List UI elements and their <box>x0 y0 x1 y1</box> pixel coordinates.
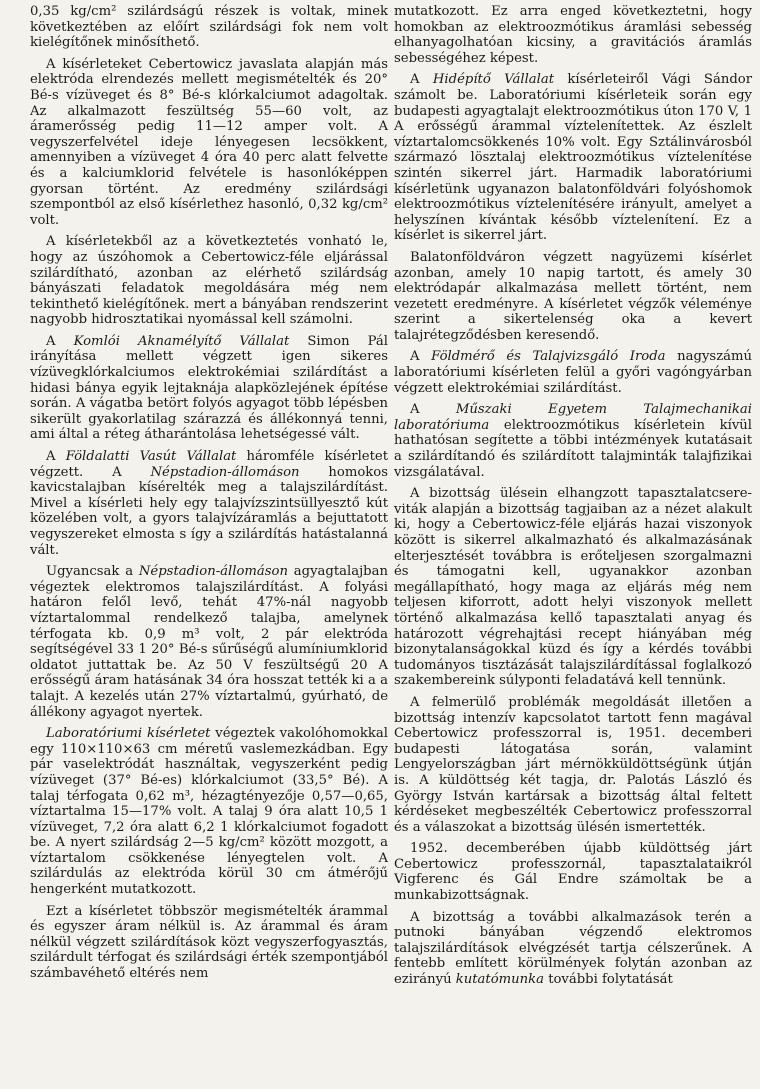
left-column <box>30 4 388 988</box>
paragraph <box>394 349 752 396</box>
paragraph: A kísérleteket Cebertowicz javaslata alapján más elektróda elrendezés mellett megismételték és 20° Bé-s vízüveget és 8° Bé-s klórkalciumot adagoltak. Az alkalmazott feszültség 55—60 volt, az áramerősség pedig 11—12 amper volt. A vegyszerfelvétel ideje lényegesen lecsökkent, amennyiben a vízüveget 4 óra 40 perc alatt felvette és a kalciumklorid felvétele is hasonlóképpen gyorsan történt. Az eredmény szilárdsági szempontból az első kísérlethez hasonló, 0,32 kg/cm² volt. <box>30 56 388 228</box>
text-run: A <box>46 449 66 465</box>
paragraph: A felmerülő problémák megoldását illetően a bizottság intenzív kapcsolatot tartott fenn magával Cebertowicz professzorral is, 1951. decemberi budapesti látogatása során, valamint Lengyelországban járt mérnökküldöttségünk útján is. A küldöttség két tagja, dr. Palotás László és György István kartársak a bizottság által feltett kérdéseket megbeszélték Cebertowicz professzorral és a válaszokat a bizottság ülésén ismertették. <box>394 694 752 835</box>
text-run: A bizottság a további alkalmazások terén a putnoki bányában végzendő elektromos talajszilárdítások elvégzését tartja célszerűnek. A fentebb említett körülmények folytán azonban az ezirányú <box>394 909 752 988</box>
organization-name: Műszaki Egyetem Talajmechanikai laboratóriuma <box>394 402 753 433</box>
paragraph: mutatkozott. Ez arra enged következtetni, hogy homokban az elektroozmótikus áramlási sebesség elhanyagolhatóan kicsiny, a gravitációs áramlás sebességéhez képest. <box>394 4 752 66</box>
paragraph: 1952. decemberében újabb küldöttség járt Cebertowicz professzornál, tapasztalataikról Vigferenc és Gál Endre számoltak be a munkabizottságnak. <box>394 841 752 904</box>
text-run: Ugyancsak a <box>46 564 139 580</box>
location-name: Népstadion-állomáson <box>150 464 300 480</box>
text-run: A <box>410 72 433 88</box>
text-run: végeztek vakolóhomokkal egy 110×110×63 cm méretű vaslemezkádban. Egy pár vaselektródát használtak, vegyszerként pedig vízüveget (37° Bé-es) klórkalciumot (33,5° Bé). A talaj térfogata 0,62 m³, hézagtényezője 0,57—0,65, víztartalma 15—17% volt. A talaj 9 óra alatt 10,5 1 vízüveget, 7,2 óra alatt 6,2 1 klórkalciumot fogadott be. A nyert szilárdság 2—5 kg/cm² között mozgott, a víztartalom csökkenése lényegtelen volt. A szilárdulás az elektróda körül 30 cm átmérőjű hengerként mutatkozott. <box>30 726 388 898</box>
organization-name: Hidépítő Vállalat <box>432 72 555 88</box>
text-run: további folytatását <box>544 972 673 988</box>
text-run: nagyszámú laboratóriumi kísérleten felül a győri vagóngyárban végzett elektrokémiai szilárdítást. <box>394 349 753 396</box>
text-run: agyagtalajban végeztek elektromos talajszilárdítást. A folyási határon felől levő, tehát 47%-nál nagyobb víztartalommal rendelkező talajba, amelynek térfogata kb. 0,9 m³ volt, 2 pár elektróda segítségével 33 1 20° Bé-s sűrűségű alumíniumklorid oldatot juttattak be. Az 50 V feszültségű 20 A erősségű áram hatásának 34 óra hosszat tették ki a a talajt. A kezelés után 27% víztartalmú, gyúrható, de állékony agyagot nyertek. <box>30 564 388 720</box>
text-run: homokos kavicstalajban kísérelték meg a talajszilárdítást. Mivel a kísérleti hely egy talajvízszintsüllyesztő kút közelében volt, a gyors talajvízáramlás a bejuttatott vegyszereket elmosta s így a szilárdítás hatástalanná vált. <box>30 464 388 558</box>
paragraph <box>30 334 388 443</box>
paragraph: Balatonföldváron végzett nagyüzemi kísérlet azonban, amely 10 napig tartott, és amely 30 elektródapár alkalmazása mellett történt, nem vezetett eredményre. A kísérletet végzők véleménye szerint a sikertelenség oka a kevert talajrétegződésben keresendő. <box>394 249 752 343</box>
paragraph: 0,35 kg/cm² szilárdságú részek is voltak, minek következtében az előírt szilárdsági fok nem volt kielégítőnek minősíthető. <box>30 4 388 51</box>
paragraph <box>30 726 388 898</box>
paragraph <box>394 402 752 480</box>
text-run: A <box>410 349 432 365</box>
text-run: háromféle kísérletet végzett. A <box>30 449 388 480</box>
organization-name: Komlói Aknamélyítő Vállalat <box>73 333 290 349</box>
paragraph: A bizottság ülésein elhangzott tapasztalatcsere-viták alapján a bizottság tagjaiban az a nézet alakult ki, hogy a Cebertowicz-féle eljárás hazai viszonyok között is sikerrel alkalmazható és alkalmazásának elterjesztését továbbra is erőteljesen szorgalmazni és támogatni kell, ugyanakkor azonban megállapítható, hogy maga az eljárás még nem teljesen kiforrott, adott helyi viszonyok mellett történő alkalmazása kellő tapasztalati anyag és határozott végrehajtási recept hiányában még bizonytalanságokkal küzd és így a kérdés további tudományos tisztázását talajszilárdítással foglalkozó szakembereink súlyponti feladatává kell tennünk. <box>394 486 752 689</box>
right-column <box>394 4 752 994</box>
text-run: kísérleteiről Vági Sándor számolt be. Laboratóriumi kísérleteik során egy budapesti agyagtalajt elektroozmótikus úton 170 V, 1 A erősségű árammal víztelenítettek. Az észlelt víztartalomcsökkenés 10% volt. Egy Sztálinvárosból származó lösztalaj elektroozmótikus víztelenítése szintén sikerrel járt. Harmadik laboratóriumi kísérletünk ugyanazon balatonföldvári folyóshomok elektroozmótikus víztelenítésére irányult, amelyet a helyszínen kívántak később víztelenítení. Ez a kísérlet is sikerrel járt. <box>394 72 753 244</box>
paragraph: Ezt a kísérletet többször megismételték árammal és egyszer áram nélkül is. Az árammal és áram nélkül végzett szilárdítások közt vegyszerfogyasztás, szilárdult térfogat és szilárdsági érték szempontjából számbavéhető eltérés nem <box>30 903 388 982</box>
text-run: A <box>46 333 74 349</box>
organization-name: Földmérő és Talajvizsgáló Iroda <box>431 349 666 365</box>
paragraph: A kísérletekből az a következtetés vonható le, hogy az úszóhomok a Cebertowicz-féle eljárással szilárdítható, azonban az elérhető szilárdság bányászati feladatok megoldására még nem tekinthető kielégítőnek. mert a bányában rendszerint nagyobb hidrosztatikai nyomással kell számolni. <box>30 234 388 328</box>
text-run: elektroozmótikus kísérletein kívül hathatósan segítette a többi intézmények kutatásait a szilárdítandó és szilárdított talajminták talajfizikai vizsgálatával. <box>394 417 752 480</box>
text-run: Simon Pál irányítása mellett végzett igen sikeres vízüvegklórkalciumos elektrokémiai szilárdítást a hidasi bánya egyik lejtaknája alapközlejének építése során. A vágatba betört folyós agyagot több lépésben sikerült gyakorlatilag szárazzá és állékonnyá tenni, ami által a réteg átharántolása lehetségessé vált. <box>30 333 389 443</box>
paragraph <box>394 72 752 244</box>
paragraph <box>30 564 388 720</box>
organization-name: Földalatti Vasút Vállalat <box>65 449 237 465</box>
emphasis-text: Laboratóriumi kísérletet <box>46 726 211 742</box>
paragraph <box>30 449 388 558</box>
text-run: A <box>410 402 456 418</box>
location-name: Népstadion-állomáson <box>138 564 288 580</box>
emphasis-text: kutatómunka <box>455 972 544 988</box>
paragraph <box>394 910 752 988</box>
